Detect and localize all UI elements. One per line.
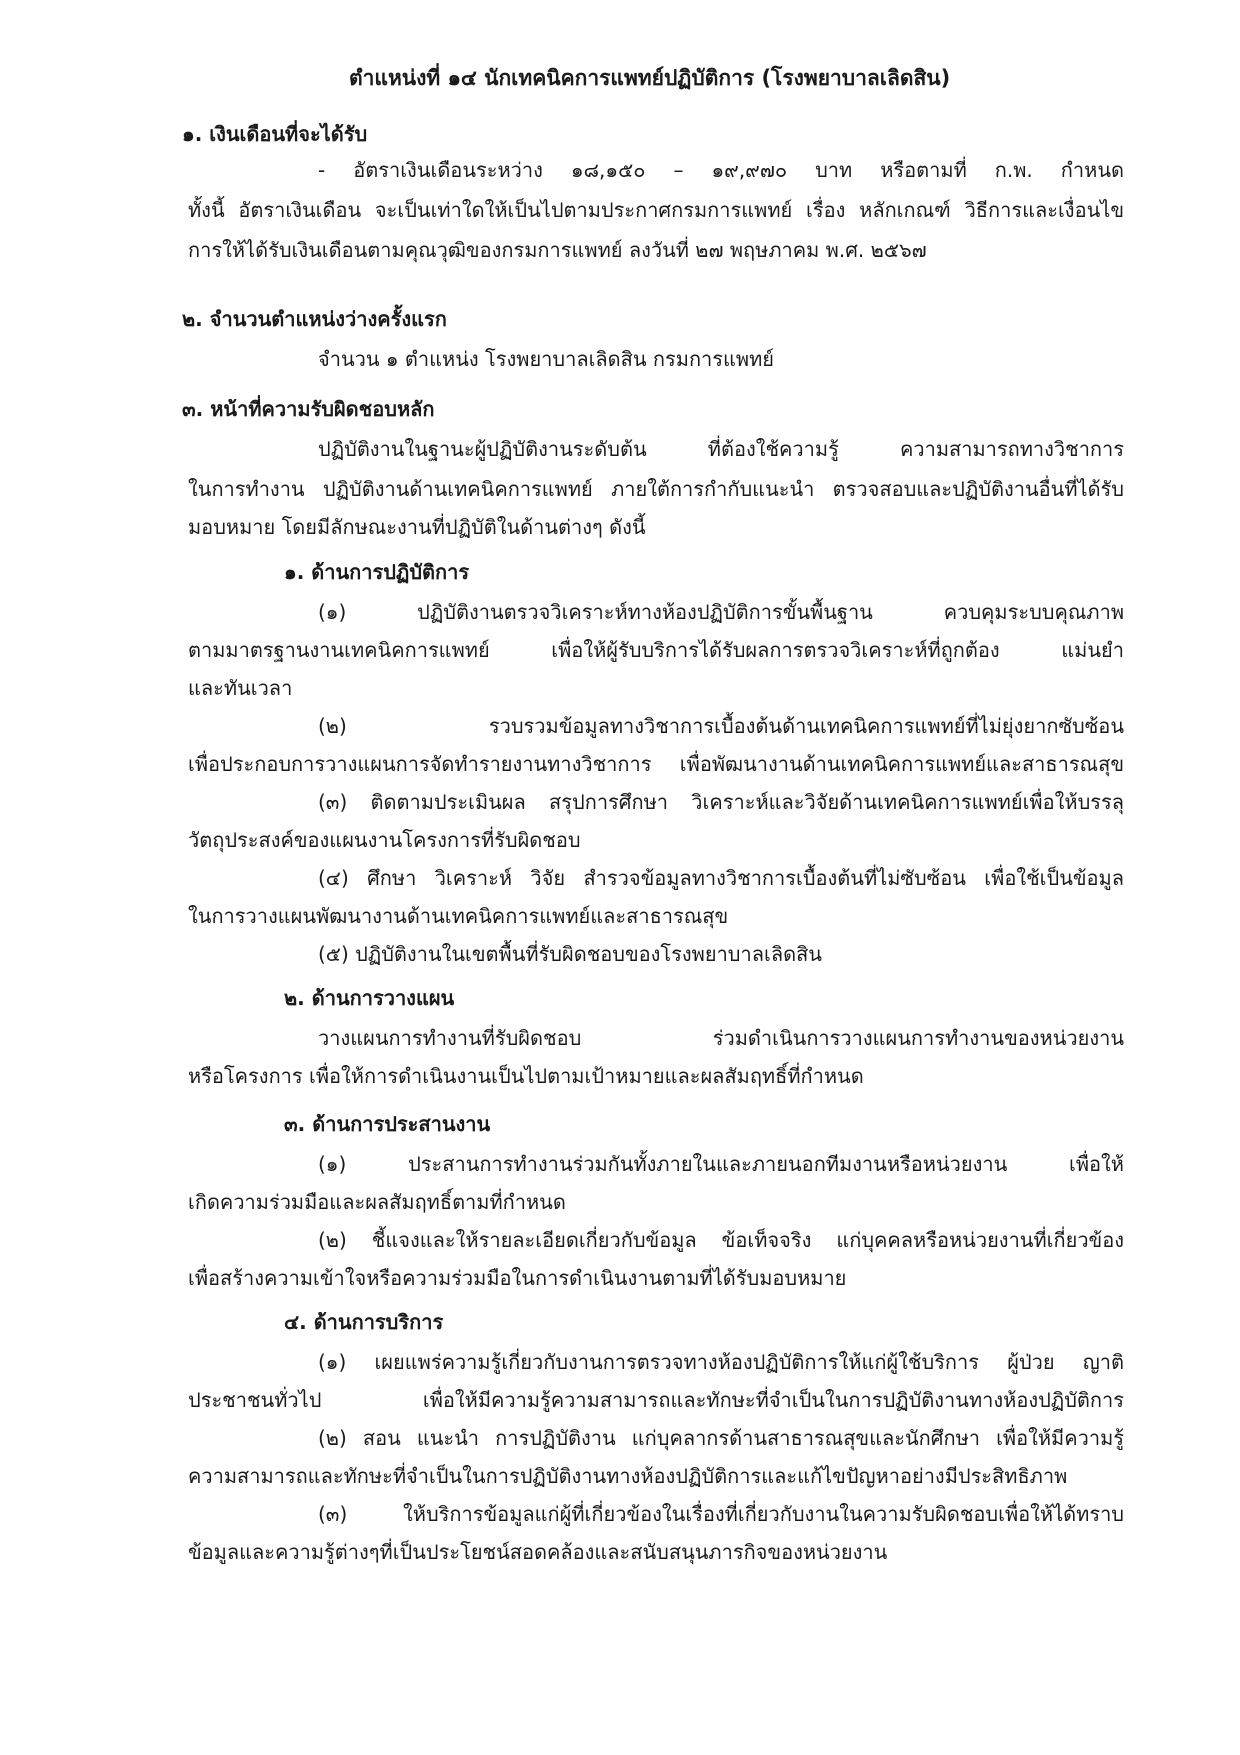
section-1-line-2: ทั้งนี้ อัตราเงินเดือน จะเป็นเท่าใดให้เป็นไปตามประกาศกรมการแพทย์ เรื่อง หลักเกณฑ์ วิธีการและเงื่อนไข [188,198,1124,222]
sub-1-line-8: (๔) ศึกษา วิเคราะห์ วิจัย สำรวจข้อมูลทางวิชาการเบื้องต้นที่ไม่ซับซ้อน เพื่อใช้เป็นข้อมูล [318,866,1124,890]
sub-1-line-6: (๓) ติดตามประเมินผล สรุปการศึกษา วิเคราะห์และวิจัยด้านเทคนิคการแพทย์เพื่อให้บรรลุ [318,790,1124,814]
sub-1-heading: ๑. ด้านการปฏิบัติการ [284,560,470,584]
sub-3-line-3: (๒) ชี้แจงและให้รายละเอียดเกี่ยวกับข้อมูล ข้อเท็จจริง แก่บุคคลหรือหน่วยงานที่เกี่ยวข้อง [318,1228,1124,1252]
sub-4-line-4: ความสามารถและทักษะที่จำเป็นในการปฏิบัติงานทางห้องปฏิบัติการและแก้ไขปัญหาอย่างมีประสิทธิภาพ [188,1464,1068,1488]
sub-4-line-5: (๓) ให้บริการข้อมูลแก่ผู้ที่เกี่ยวข้องในเรื่องที่เกี่ยวกับงานในความรับผิดชอบเพื่อให้ได้ทราบ [318,1502,1124,1526]
section-1-heading: ๑. เงินเดือนที่จะได้รับ [182,122,368,146]
sub-4-line-2: ประชาชนทั่วไป เพื่อให้มีความรู้ความสามารถและทักษะที่จำเป็นในการปฏิบัติงานทางห้องปฏิบัติการ [188,1388,1124,1412]
sub-3-line-4: เพื่อสร้างความเข้าใจหรือความร่วมมือในการดำเนินงานตามที่ได้รับมอบหมาย [188,1266,847,1290]
section-1-line-3: การให้ได้รับเงินเดือนตามคุณวุฒิของกรมการแพทย์ ลงวันที่ ๒๗ พฤษภาคม พ.ศ. ๒๕๖๗ [188,238,927,262]
sub-4-line-1: (๑) เผยแพร่ความรู้เกี่ยวกับงานการตรวจทางห้องปฏิบัติการให้แก่ผู้ใช้บริการ ผู้ป่วย ญาติ [318,1350,1124,1374]
sub-2-heading: ๒. ด้านการวางแผน [284,986,455,1010]
sub-1-line-1: (๑) ปฏิบัติงานตรวจวิเคราะห์ทางห้องปฏิบัติการขั้นพื้นฐาน ควบคุมระบบคุณภาพ [318,600,1124,624]
sub-1-line-10: (๕) ปฏิบัติงานในเขตพื้นที่รับผิดชอบของโรงพยาบาลเลิดสิน [318,942,822,966]
sub-1-line-2: ตามมาตรฐานงานเทคนิคการแพทย์ เพื่อให้ผู้รับบริการได้รับผลการตรวจวิเคราะห์ที่ถูกต้อง แม่นยำ [188,638,1124,662]
sub-1-line-3: และทันเวลา [188,676,293,700]
sub-3-heading: ๓. ด้านการประสานงาน [284,1112,491,1136]
document-title: ตำแหน่งที่ ๑๔ นักเทคนิคการแพทย์ปฏิบัติการ (โรงพยาบาลเลิดสิน) [349,66,951,90]
sub-3-line-1: (๑) ประสานการทำงานร่วมกันทั้งภายในและภายนอกทีมงานหรือหน่วยงาน เพื่อให้ [318,1152,1124,1176]
section-3-intro-2: ในการทำงาน ปฏิบัติงานด้านเทคนิคการแพทย์ ภายใต้การกำกับแนะนำ ตรวจสอบและปฏิบัติงานอื่นที่ได้รับ [188,477,1124,501]
section-3-intro-1: ปฏิบัติงานในฐานะผู้ปฏิบัติงานระดับต้น ที่ต้องใช้ความรู้ ความสามารถทางวิชาการ [318,437,1124,461]
section-3-intro-3: มอบหมาย โดยมีลักษณะงานที่ปฏิบัติในด้านต่างๆ ดังนี้ [188,515,646,539]
section-2-heading: ๒. จำนวนตำแหน่งว่างครั้งแรก [182,307,447,331]
sub-2-line-2: หรือโครงการ เพื่อให้การดำเนินงานเป็นไปตามเป้าหมายและผลสัมฤทธิ์ที่กำหนด [188,1064,864,1088]
section-1-line-1: - อัตราเงินเดือนระหว่าง ๑๘,๑๕๐ – ๑๙,๙๗๐ บาท หรือตามที่ ก.พ. กำหนด [318,158,1124,182]
sub-1-line-7: วัตถุประสงค์ของแผนงานโครงการที่รับผิดชอบ [188,828,581,852]
section-2-line: จำนวน ๑ ตำแหน่ง โรงพยาบาลเลิดสิน กรมการแพทย์ [318,347,774,371]
section-3-heading: ๓. หน้าที่ความรับผิดชอบหลัก [182,397,435,421]
sub-2-line-1: วางแผนการทำงานที่รับผิดชอบ ร่วมดำเนินการวางแผนการทำงานของหน่วยงาน [318,1026,1124,1050]
sub-4-line-6: ข้อมูลและความรู้ต่างๆที่เป็นประโยชน์สอดคล้องและสนับสนุนภารกิจของหน่วยงาน [188,1540,888,1564]
sub-3-line-2: เกิดความร่วมมือและผลสัมฤทธิ์ตามที่กำหนด [188,1190,566,1214]
sub-1-line-9: ในการวางแผนพัฒนางานด้านเทคนิคการแพทย์และสาธารณสุข [188,904,729,928]
sub-4-line-3: (๒) สอน แนะนำ การปฏิบัติงาน แก่บุคลากรด้านสาธารณสุขและนักศึกษา เพื่อให้มีความรู้ [318,1426,1124,1450]
sub-1-line-5: เพื่อประกอบการวางแผนการจัดทำรายงานทางวิชาการ เพื่อพัฒนางานด้านเทคนิคการแพทย์และสาธารณสุข [188,752,1124,776]
sub-4-heading: ๔. ด้านการบริการ [284,1310,444,1334]
sub-1-line-4: (๒) รวบรวมข้อมูลทางวิชาการเบื้องต้นด้านเทคนิคการแพทย์ที่ไม่ยุ่งยากซับซ้อน [318,714,1124,738]
